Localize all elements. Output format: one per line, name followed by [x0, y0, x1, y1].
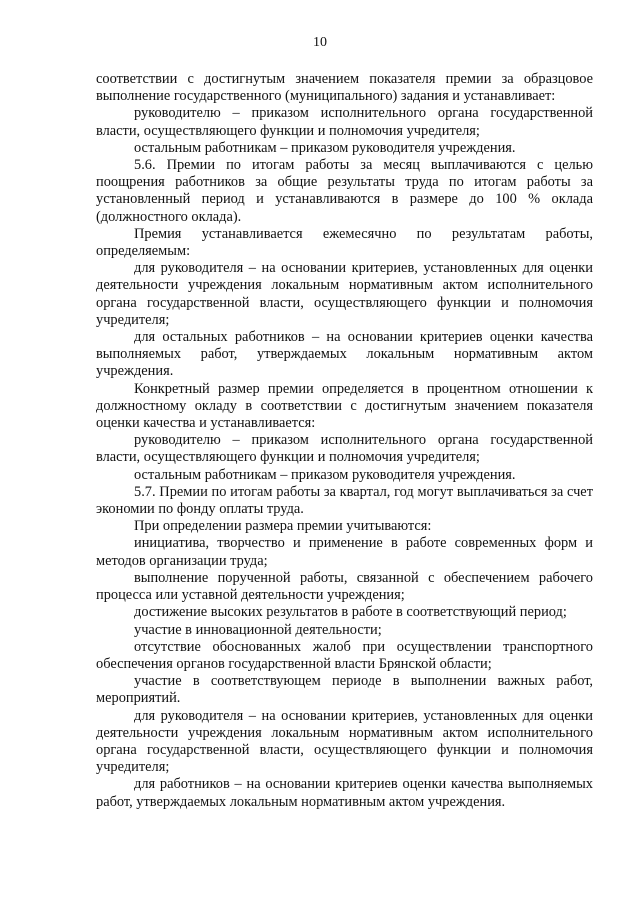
paragraph: для работников – на основании критериев оценки качества выполняемых работ, утверждаемых локальным нормативным актом учреждения.: [96, 776, 593, 810]
page-number: 10: [313, 35, 327, 50]
document-body: [96, 71, 593, 811]
paragraph: Премия устанавливается ежемесячно по результатам работы, определяемым:: [96, 225, 593, 260]
paragraph: остальным работникам – приказом руководителя учреждения.: [134, 139, 516, 156]
paragraph: достижение высоких результатов в работе в соответствующий период;: [134, 604, 567, 621]
paragraph: отсутствие обоснованных жалоб при осуществлении транспортного обеспечения органов государственной власти Брянской области;: [96, 638, 593, 672]
paragraph: для остальных работников – на основании критериев оценки качества выполняемых работ, утверждаемых локальным нормативным актом учреждения.: [96, 329, 593, 380]
paragraph: выполнение порученной работы, связанной с обеспечением рабочего процесса или уставной деятельности учреждения;: [96, 569, 593, 604]
paragraph-continuation: соответствии с достигнутым значением показателя премии за образцовое выполнение государственного (муниципального) задания и устанавливает:: [96, 71, 593, 105]
paragraph: остальным работникам – приказом руководителя учреждения.: [134, 466, 516, 483]
paragraph: руководителю – приказом исполнительного органа государственной власти, осуществляющего функции и полномочия учредителя;: [96, 432, 593, 466]
paragraph: участие в соответствующем периоде в выполнении важных работ, мероприятий.: [96, 673, 593, 707]
paragraph: участие в инновационной деятельности;: [134, 621, 382, 638]
paragraph-section-5-7: 5.7. Премии по итогам работы за квартал, год могут выплачиваться за счет экономии по фонду оплаты труда.: [96, 483, 593, 518]
paragraph: руководителю – приказом исполнительного органа государственной власти, осуществляющего функции и полномочия учредителя;: [96, 105, 593, 139]
paragraph: При определении размера премии учитываются:: [134, 518, 432, 535]
paragraph-section-5-6: 5.6. Премии по итогам работы за месяц выплачиваются с целью поощрения работников за общие результаты труда по итогам работы за установленный период и устанавливаются в размере до 100 % оклада (должностного оклада).: [96, 157, 593, 225]
paragraph: инициатива, творчество и применение в работе современных форм и методов организации труда;: [96, 535, 593, 569]
paragraph: для руководителя – на основании критериев, установленных для оценки деятельности учреждения локальным нормативным актом исполнительного органа государственной власти, осуществляющего функции и полномочия учредителя;: [96, 707, 593, 776]
paragraph: Конкретный размер премии определяется в процентном отношении к должностному окладу в соответствии с достигнутым значением показателя оценки качества и устанавливается:: [96, 380, 593, 432]
paragraph: для руководителя – на основании критериев, установленных для оценки деятельности учреждения локальным нормативным актом исполнительного органа государственной власти, осуществляющего функции и полномочия учредителя;: [96, 260, 593, 328]
